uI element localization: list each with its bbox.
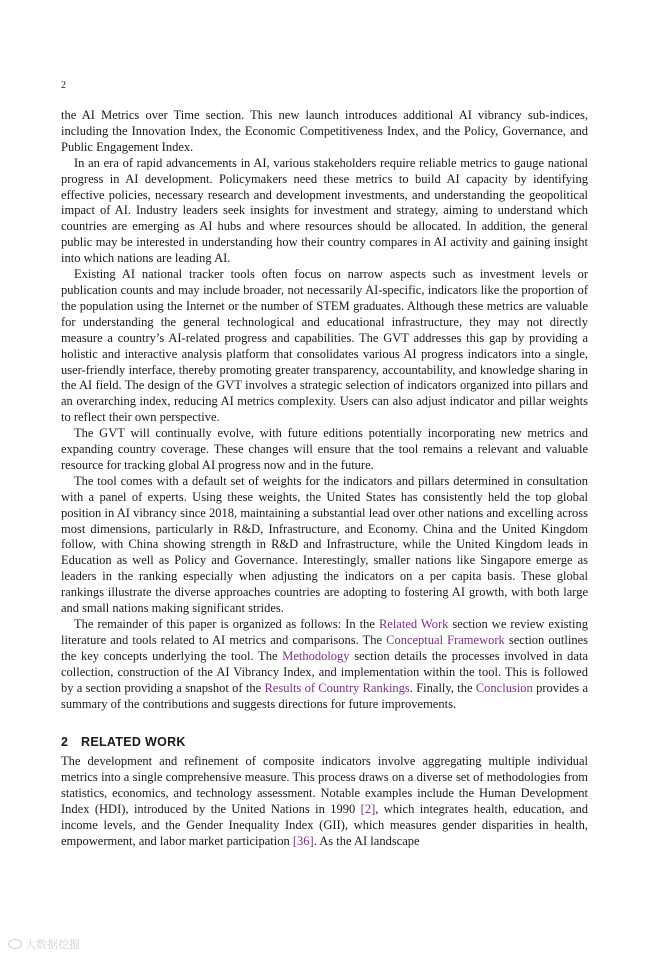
cross-reference-link[interactable]: Results of Country Rankings — [264, 680, 410, 695]
paragraph — [61, 108, 588, 156]
section-number: 2 — [61, 735, 69, 750]
paragraph — [61, 426, 588, 474]
paragraph-text: section we review existing literature and tools related to AI metrics and comparisons. The — [61, 617, 588, 647]
paragraph — [61, 617, 588, 712]
paragraph — [61, 267, 588, 426]
paragraph-text: section details the processes involved in data collection, construction of the AI Vibrancy Index, and implementation within the tool. This is followed by a section providing a snapshot of the — [61, 648, 588, 695]
paragraph-text: The development and refinement of composite indicators involve aggregating multiple individual metrics into a single comprehensive measure. This process draws on a diverse set of methodologies from statistics, economics, and technology assessment. Notable examples include the Human Development Index (HDI), introduced by the United Nations in 1990 — [61, 754, 588, 817]
paragraph-text: Existing AI national tracker tools often focus on narrow aspects such as investment levels or publication counts and may include broader, not necessarily AI-specific, indicators like the proportion of the population using the Internet or the number of STEM graduates. Although these metrics are valuable for understanding the general technological and educational infrastructure, they may not directly measure a country’s AI-related progress and capabilities. The GVT addresses this gap by providing a holistic and interactive analysis platform that consolidates various AI progress indicators into a single, user-friendly interface, thereby promoting greater transparency, accountability, and knowledge sharing in the AI field. The design of the GVT involves a strategic selection of indicators organized into pillars and an overarching index, reducing AI metrics complexity. Users can also adjust indicator and pillar weights to reflect their own perspective. — [61, 267, 588, 425]
paragraph — [61, 156, 588, 267]
related-work-body — [61, 754, 588, 849]
cross-reference-link[interactable]: [2] — [360, 802, 376, 817]
watermark-text: 大数据挖掘 — [25, 938, 80, 951]
cross-reference-link[interactable]: [36] — [292, 833, 314, 848]
section-heading-related-work — [61, 734, 588, 750]
paragraph-text: The remainder of this paper is organized as follows: In the — [74, 617, 379, 631]
cross-reference-link[interactable]: Conceptual Framework — [386, 632, 505, 647]
paragraph-text: , which integrates health, education, and income levels, and the Gender Inequality Index (GII), which measures gender disparities in health, empowerment, and labor market participation — [61, 802, 588, 848]
paragraph — [61, 754, 588, 849]
cross-reference-link[interactable]: Related Work — [378, 617, 449, 631]
watermark-logo-icon — [8, 939, 22, 949]
paragraph-text: the AI Metrics over Time section. This new launch introduces additional AI vibrancy sub-indices, including the Innovation Index, the Economic Competitiveness Index, and the Policy, Governance, and Public Engagement Index. — [61, 108, 588, 154]
paper-page — [61, 76, 588, 850]
section-title: RELATED WORK — [81, 735, 186, 750]
paragraph-text: . Finally, the — [409, 680, 476, 695]
watermark — [8, 936, 80, 952]
intro-continuation — [61, 108, 588, 712]
paragraph — [61, 474, 588, 617]
page-number: 2 — [61, 80, 66, 91]
paragraph-text: The GVT will continually evolve, with future editions potentially incorporating new metrics and expanding country coverage. These changes will ensure that the tool remains a relevant and valuable resource for tracking global AI progress now and in the future. — [61, 426, 588, 472]
paragraph-text: In an era of rapid advancements in AI, various stakeholders require reliable metrics to gauge national progress in AI development. Policymakers need these metrics to build AI capacity by identifying effective policies, necessary research and development investments, and understanding the geopolitical impact of AI. Industry leaders seek insights for investment and strategy, aiming to understand which countries are emerging as AI hubs and where resources should be allocated. In addition, the general public may be interested in understanding how their country compares in AI activity and gaining insight into which nations are leading AI. — [61, 155, 588, 266]
paragraph-text: provides a summary of the contributions and suggests directions for future improvements. — [61, 680, 588, 711]
cross-reference-link[interactable]: Methodology — [282, 648, 350, 663]
paragraph-text: section outlines the key concepts underlying the tool. The — [61, 632, 588, 663]
paragraph-text: The tool comes with a default set of weights for the indicators and pillars determined in consultation with a panel of experts. Using these weights, the United States has consistently held the top global position in AI vibrancy since 2018, maintaining a substantial lead over other nations and excelling across most dimensions, particularly in R&D, Infrastructure, and Economy. China and the United Kingdom follow, with China showing strength in R&D and Infrastructure, while the United Kingdom leads in Education as well as Policy and Governance. Interestingly, smaller nations like Singapore emerge as leaders in the ranking especially when adjusting the indicators on a per capita basis. These global rankings illustrate the diverse approaches countries are adopting to fostering AI growth, with both large and small nations making significant strides. — [61, 473, 588, 616]
paragraph-text: . As the AI landscape — [313, 833, 420, 848]
cross-reference-link[interactable]: Conclusion — [475, 680, 533, 695]
